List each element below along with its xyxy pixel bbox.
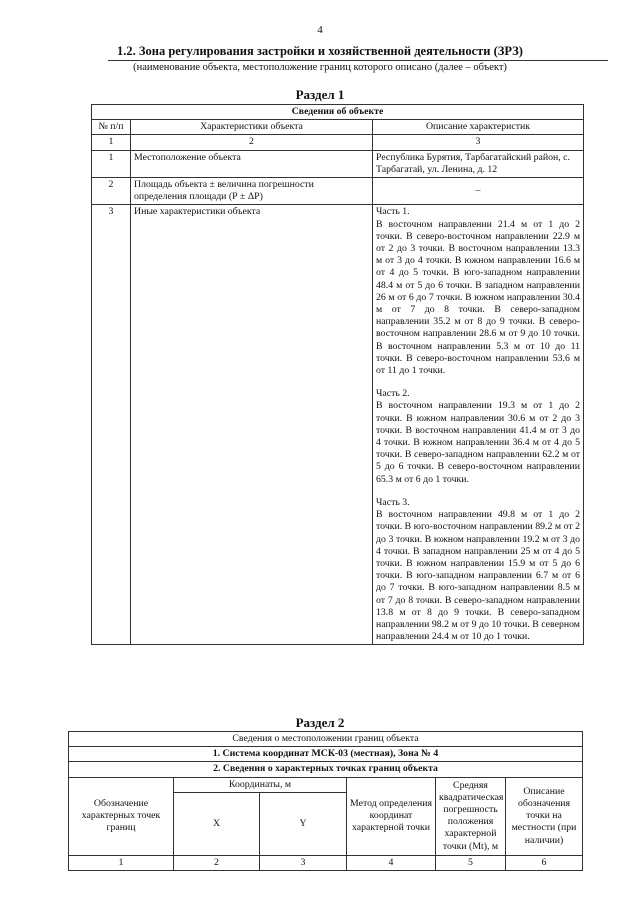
row-number: 2 — [92, 178, 131, 205]
header-y: Y — [260, 792, 347, 855]
part-3 — [376, 497, 580, 643]
row-description: Республика Бурятия, Тарбагатайский район, с. Тарбагатай, ул. Ленина, д. 12 — [373, 150, 584, 177]
header-row — [92, 120, 584, 135]
section1-heading: Раздел 1 — [295, 87, 345, 102]
header-method: Метод определения координат характерной точки — [347, 777, 436, 855]
document-subtitle: (наименование объекта, местоположение границ которого описано (далее – объект) — [133, 62, 507, 73]
location-title: Сведения о местоположении границ объекта — [69, 732, 583, 747]
table-row — [92, 205, 584, 645]
column-number: 1 — [92, 135, 131, 150]
column-number: 2 — [131, 135, 373, 150]
row-number: 1 — [92, 150, 131, 177]
header-error: Средняя квадратическая погрешность положения характерной точки (Mt), м — [436, 777, 506, 855]
column-number: 1 — [69, 855, 174, 870]
part-text: В восточном направлении 21.4 м от 1 до 2 точки. В северо-восточном направлении 22.9 м от 2 до 3 точки. В восточном направлении 13.3 м от 3 до 4 точки. В южном направлении 16.6 м от 4 до 5 точки. В юго-западном направлении 48.4 м от 5 до 6 точки. В западном направлении 26 м от 6 до 7 точки. В южном направлении 30.4 м от 7 до 8 точки. В северо-западном направлении 35.2 м от 8 до 9 точки. В северо-восточном направлении 28.6 м от 9 до 10 точки. В восточном направлении 5.3 м от 10 до 11 точки. В северо-восточном направлении 53.6 м от 11 до 1 точки. — [376, 218, 581, 377]
header-coordinates: Координаты, м — [174, 777, 347, 792]
part-label: Часть 3. — [376, 496, 410, 508]
column-numbers-row — [69, 855, 583, 870]
table-title: Сведения об объекте — [92, 105, 584, 120]
header-point-description: Описание обозначения точки на местности (при наличии) — [506, 777, 583, 855]
table-row — [92, 150, 584, 177]
column-number: 4 — [347, 855, 436, 870]
header-number: № п/п — [92, 120, 131, 135]
row-characteristic: Площадь объекта ± величина погрешности определения площади (Р ± ΔР) — [131, 178, 373, 205]
part-2 — [376, 388, 580, 486]
header-designation: Обозначение характерных точек границ — [69, 777, 174, 855]
coordinate-system: 1. Система координат МСК-03 (местная), Зона № 4 — [69, 747, 583, 762]
part-label: Часть 1. — [376, 206, 410, 218]
part-label: Часть 2. — [376, 388, 410, 400]
part-text: В восточном направлении 19.3 м от 1 до 2 точки. В южном направлении 30.6 м от 2 до 3 точки. В восточном направлении 41.4 м от 3 до 4 точки. В южном направлении 36.4 м от 4 до 5 точки. В северо-западном направлении 62.2 м от 5 до 6 точки. В северо-восточном направлении 65.3 м от 6 до 1 точки. — [376, 400, 581, 485]
part-text: В восточном направлении 49.8 м от 1 до 2 точки. В юго-восточном направлении 89.2 м от 2 до 3 точки. В южном направлении 19.2 м от 3 до 4 точки. В западном направлении 25 м от 4 до 5 точки. В южном направлении 15.9 м от 5 до 6 точки. В юго-западном направлении 6.7 м от 6 до 7 точки. В юго-западном направлении 8.5 м от 7 до 8 точки. В северо-западном направлении 13.8 м от 8 до 9 точки. В северо-западном направлении 98.2 м от 9 до 10 точки. В северном направлении 24.4 м от 10 до 1 точки. — [376, 509, 581, 643]
header-characteristic: Характеристики объекта — [131, 120, 373, 135]
table-title-row — [69, 732, 583, 747]
header-description: Описание характеристик — [373, 120, 584, 135]
section2-heading: Раздел 2 — [295, 715, 345, 730]
table-row — [92, 178, 584, 205]
column-number: 3 — [260, 855, 347, 870]
points-title: 2. Сведения о характерных точках границ объекта — [69, 762, 583, 777]
boundary-points-table — [68, 731, 583, 871]
document-title: 1.2. Зона регулирования застройки и хозяйственной деятельности (ЗРЗ) — [117, 44, 523, 58]
row-number: 3 — [92, 205, 131, 645]
header-x: X — [174, 792, 260, 855]
title-underline — [108, 60, 608, 61]
page-number: 4 — [317, 24, 323, 36]
boundary-description — [373, 205, 584, 645]
coordinate-system-row — [69, 747, 583, 762]
row-characteristic: Местоположение объекта — [131, 150, 373, 177]
column-numbers-row — [92, 135, 584, 150]
header-row — [69, 777, 583, 792]
row-characteristic: Иные характеристики объекта — [131, 205, 373, 645]
column-number: 2 — [174, 855, 260, 870]
points-title-row — [69, 762, 583, 777]
part-1 — [376, 206, 580, 377]
column-number: 3 — [373, 135, 584, 150]
row-description: – — [373, 178, 584, 205]
object-info-table — [91, 104, 584, 645]
column-number: 5 — [436, 855, 506, 870]
table-title-row — [92, 105, 584, 120]
column-number: 6 — [506, 855, 583, 870]
